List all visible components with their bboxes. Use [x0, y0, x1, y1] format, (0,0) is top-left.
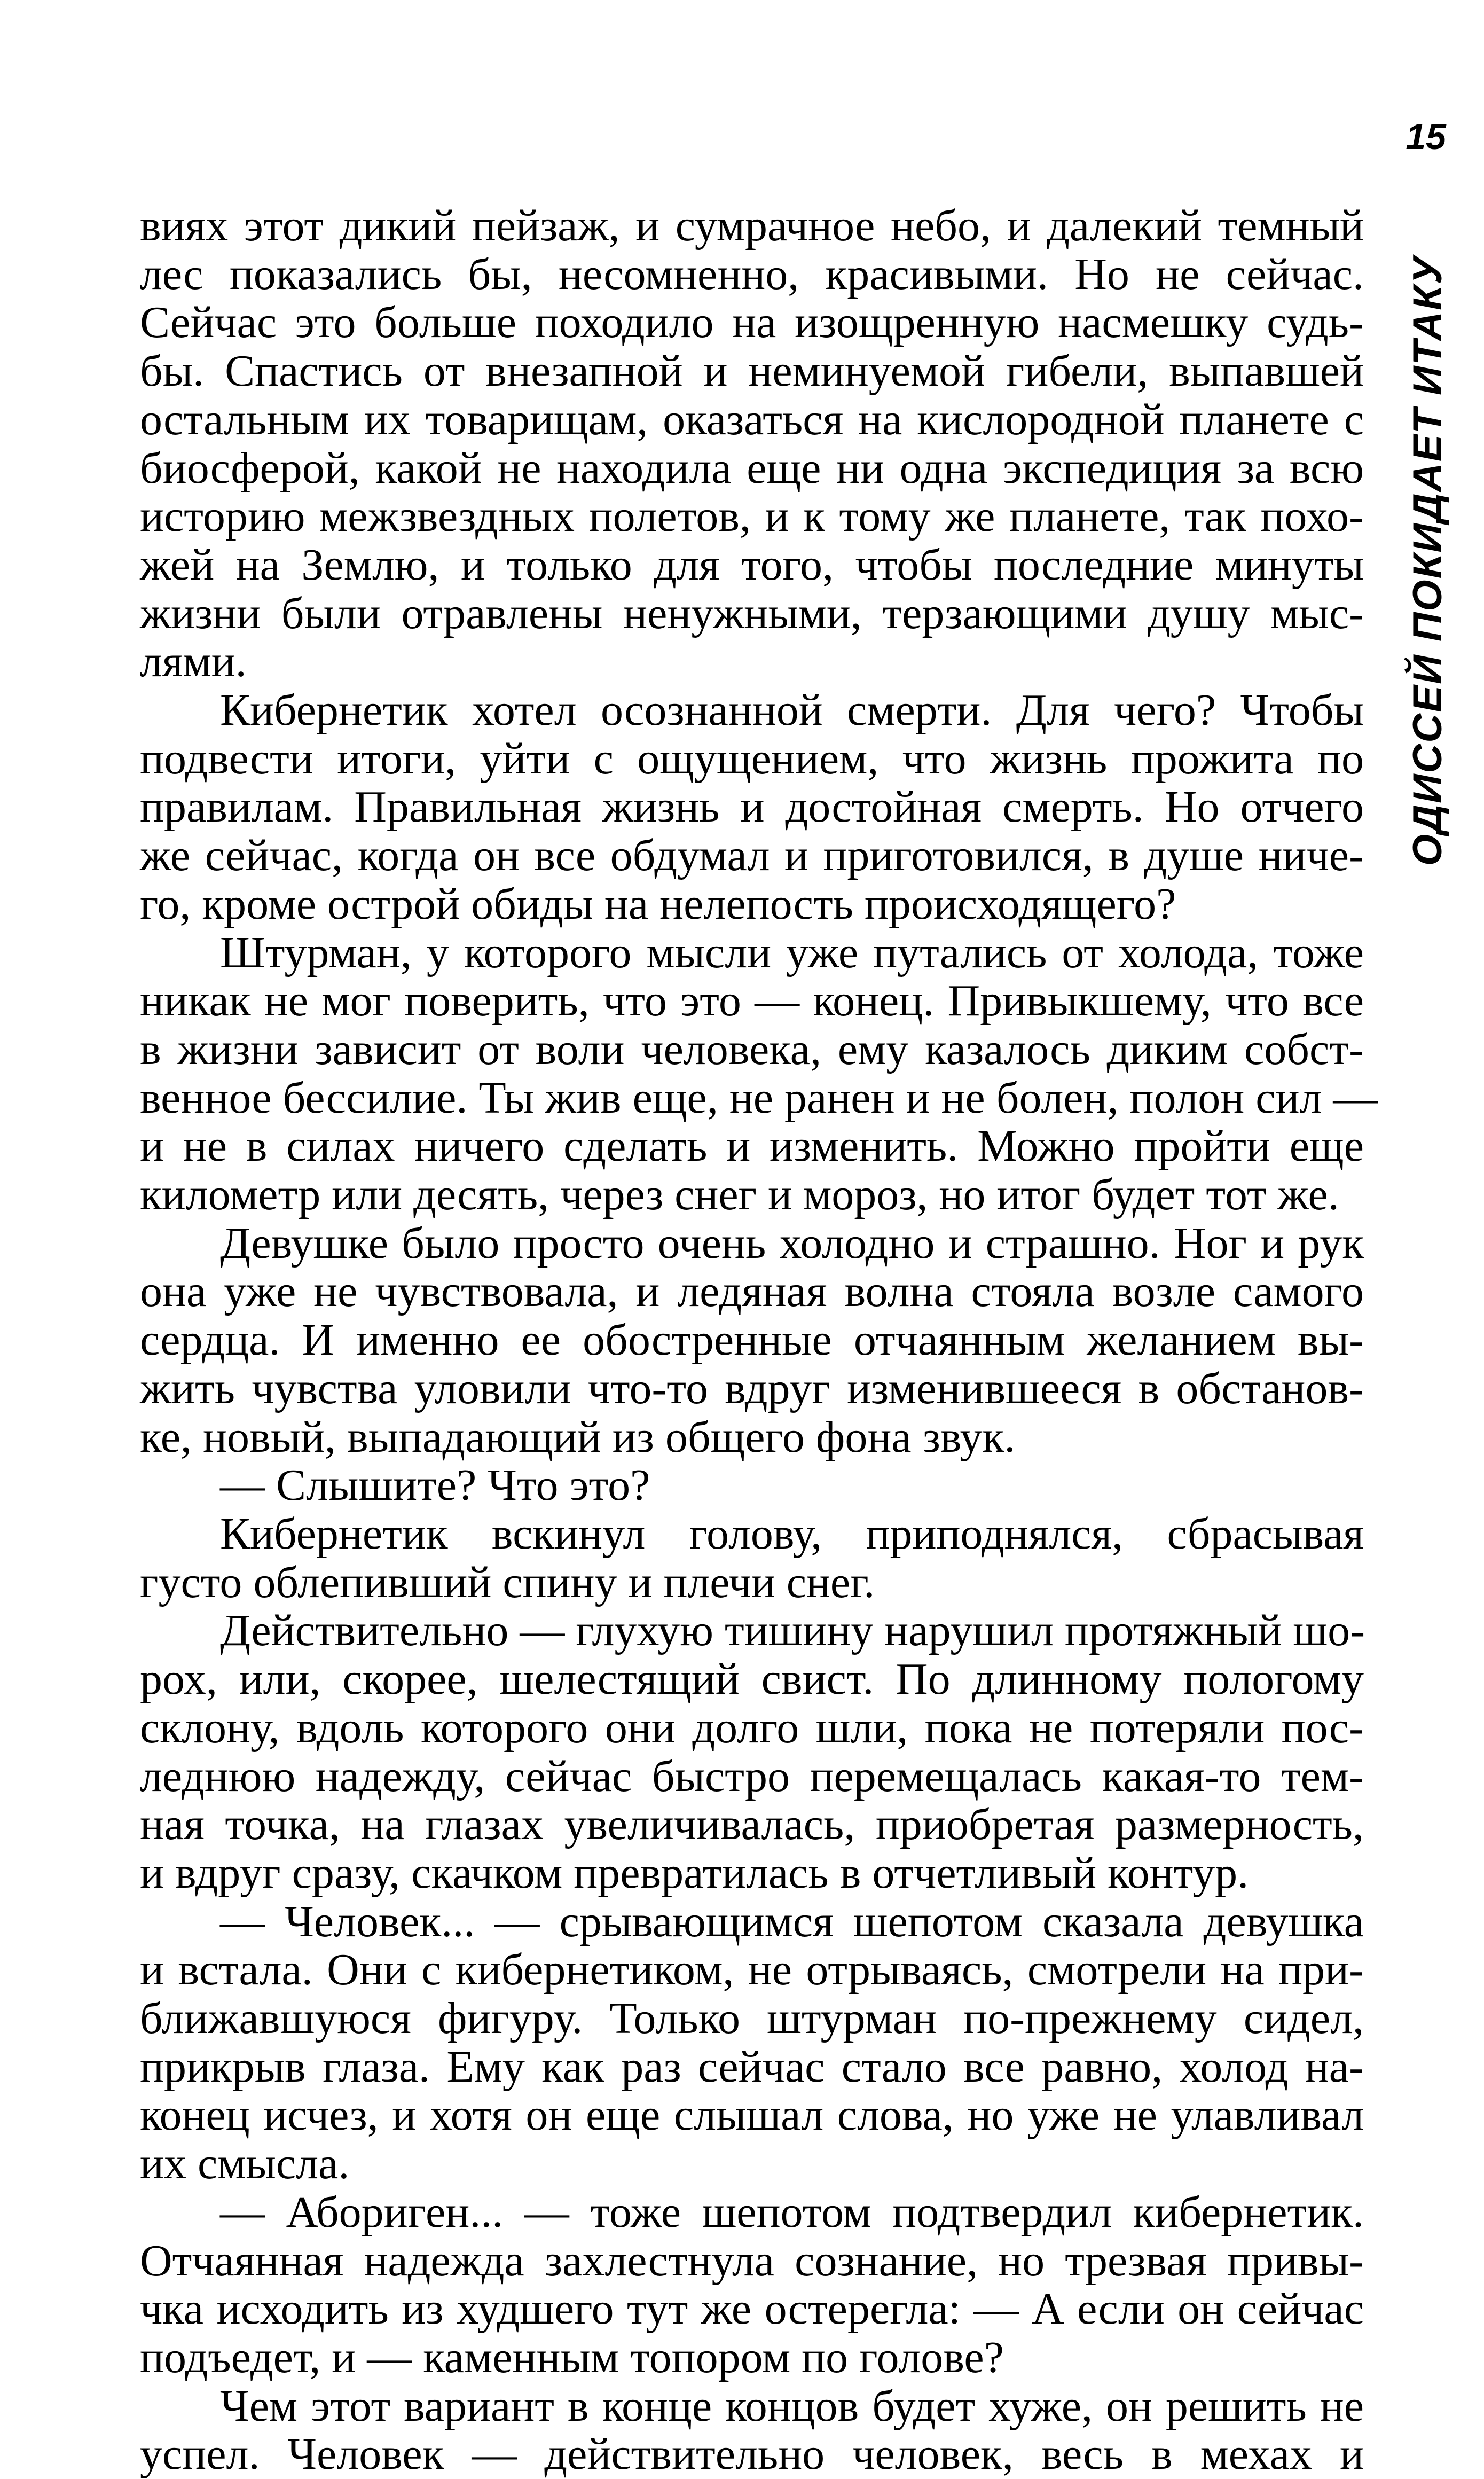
- text-line: виях этот дикий пейзаж, и сумрачное небо, и далекий темный: [140, 201, 1364, 251]
- text-line: прикрыв глаза. Ему как раз сейчас стало все равно, холод на-: [140, 2042, 1364, 2092]
- paragraph: [140, 2188, 1364, 2382]
- text-line: Действительно — глухую тишину нарушил протяжный шо-: [220, 1606, 1365, 1656]
- text-line: же сейчас, когда он все обдумал и приготовился, в душе ниче-: [140, 831, 1364, 881]
- text-line: она уже не чувствовала, и ледяная волна стояла возле самого: [140, 1266, 1364, 1317]
- paragraph: [140, 1219, 1364, 1462]
- paragraph: [140, 1461, 1364, 1510]
- text-line: Чем этот вариант в конце концов будет хуже, он решить не: [220, 2381, 1364, 2431]
- text-line: и встала. Они с кибернетиком, не отрываясь, смотрели на при-: [140, 1945, 1364, 1995]
- text-line: ближавшуюся фигуру. Только штурман по-прежнему сидел,: [140, 1993, 1364, 2044]
- text-line: жей на Землю, и только для того, чтобы последние минуты: [140, 539, 1364, 590]
- text-line: никак не мог поверить, что это — конец. Привыкшему, что все: [140, 976, 1364, 1026]
- text-line: — Слышите? Что это?: [220, 1460, 650, 1511]
- text-line: леднюю надежду, сейчас быстро перемещалась какая-то тем-: [140, 1751, 1364, 1801]
- text-line: биосферой, какой не находила еще ни одна экспедиция за всю: [140, 443, 1364, 493]
- text-line: густо облепивший спину и плечи снег.: [140, 1557, 875, 1607]
- text-line: Отчаянная надежда захлестнула сознание, но трезвая привы-: [140, 2235, 1364, 2286]
- text-line: — Абориген... — тоже шепотом подтвердил кибернетик.: [220, 2187, 1364, 2237]
- paragraph: [140, 1510, 1364, 1607]
- text-line: сердца. И именно ее обостренные отчаянным желанием вы-: [140, 1315, 1364, 1365]
- text-line: го, кроме острой обиды на нелепость происходящего?: [140, 879, 1176, 929]
- text-line: рох, или, скорее, шелестящий свист. По длинному пологому: [140, 1654, 1364, 1704]
- text-line: склону, вдоль которого они долго шли, пока не потеряли пос-: [140, 1702, 1364, 1753]
- text-line: ная точка, на глазах увеличивалась, приобретая размерность,: [140, 1800, 1364, 1850]
- text-line: бы. Спастись от внезапной и неминуемой гибели, выпавшей: [140, 346, 1364, 396]
- text-line: правилам. Правильная жизнь и достойная смерть. Но отчего: [140, 782, 1364, 832]
- text-line: подвести итоги, уйти с ощущением, что жизнь прожита по: [140, 733, 1364, 784]
- text-line: чка исходить из худшего тут же остерегла: — А если он сейчас: [140, 2284, 1364, 2334]
- text-line: километр или десять, через снег и мороз, но итог будет тот же.: [140, 1170, 1339, 1220]
- paragraph: [140, 202, 1364, 686]
- text-line: ке, новый, выпадающий из общего фона звук.: [140, 1412, 1016, 1462]
- text-line: лями.: [140, 637, 247, 687]
- text-line: Штурман, у которого мысли уже путались от холода, тоже: [220, 927, 1364, 977]
- paragraph: [140, 2382, 1364, 2479]
- paragraph: [140, 927, 1378, 1220]
- text-line: Кибернетик хотел осознанной смерти. Для чего? Чтобы: [220, 685, 1364, 736]
- text-line: венное бессилие. Ты жив еще, не ранен и не болен, полон сил —: [140, 1073, 1378, 1123]
- body-text: [140, 201, 1378, 2479]
- text-line: жить чувства уловили что-то вдруг изменившееся в обстанов-: [140, 1363, 1364, 1413]
- text-line: успел. Человек — действительно человек, весь в мехах и: [140, 2429, 1364, 2479]
- paragraph: [140, 686, 1364, 929]
- paragraph: [140, 1898, 1364, 2188]
- text-line: в жизни зависит от воли человека, ему казалось диким собст-: [140, 1024, 1364, 1074]
- text-line: и вдруг сразу, скачком превратилась в отчетливый контур.: [140, 1848, 1249, 1898]
- text-line: Сейчас это больше походило на изощренную насмешку судь-: [140, 298, 1364, 348]
- text-line: историю межзвездных полетов, и к тому же планете, так похо-: [140, 491, 1364, 542]
- paragraph: [140, 1607, 1364, 1897]
- text-line: их смысла.: [140, 2139, 350, 2189]
- text-line: Кибернетик вскинул голову, приподнялся, сбрасывая: [220, 1508, 1364, 1559]
- text-line: подъедет, и — каменным топором по голове?: [140, 2332, 1004, 2382]
- running-head: ОДИССЕЙ ПОКИДАЕТ ИТАКУ: [1405, 255, 1450, 866]
- text-line: и не в силах ничего сделать и изменить. Можно пройти еще: [140, 1121, 1364, 1171]
- text-line: — Человек... — срывающимся шепотом сказала девушка: [220, 1896, 1364, 1946]
- text-line: остальным их товарищам, оказаться на кислородной планете с: [140, 394, 1364, 444]
- text-line: жизни были отравлены ненужными, терзающими душу мыс-: [140, 588, 1364, 638]
- text-line: Девушке было просто очень холодно и страшно. Ног и рук: [220, 1218, 1364, 1268]
- text-line: конец исчез, и хотя он еще слышал слова, но уже не улавливал: [140, 2090, 1364, 2140]
- text-line: лес показались бы, несомненно, красивыми. Но не сейчас.: [140, 249, 1364, 299]
- page-number: 15: [1406, 116, 1446, 157]
